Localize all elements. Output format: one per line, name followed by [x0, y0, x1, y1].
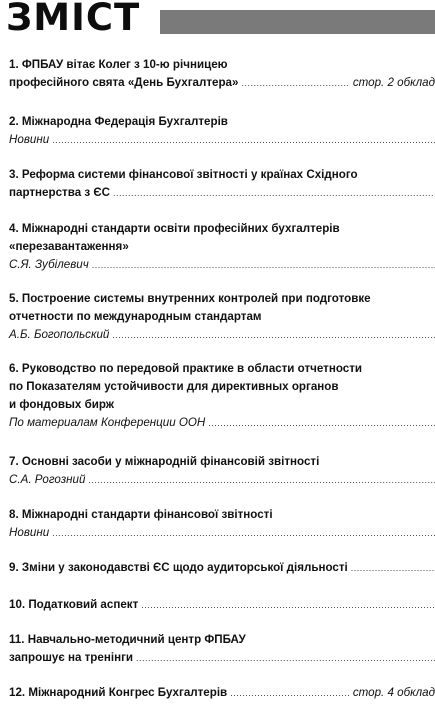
- toc-entry[interactable]: [9, 684, 435, 702]
- toc-entry-title-line: [9, 596, 435, 614]
- dot-leader: [88, 471, 435, 489]
- toc-entry-title: 4. Міжнародні стандарти освіти професійних бухгалтерів: [9, 222, 340, 235]
- toc-entry-title: и фондовых бирж: [9, 398, 115, 411]
- toc-entry[interactable]: [9, 166, 435, 202]
- toc-entry[interactable]: [9, 453, 435, 489]
- toc-entry-title-line: [9, 290, 435, 308]
- toc-entry[interactable]: [9, 290, 435, 344]
- toc-entry-title-line: [9, 360, 435, 378]
- toc-entry-title: партнерства з ЄС: [9, 186, 110, 199]
- toc-entry[interactable]: [9, 56, 435, 92]
- toc-entry-title: 1. ФПБАУ вітає Колег з 10-ю річницею: [9, 58, 228, 71]
- toc-entry-title-line: [9, 649, 435, 667]
- toc-entry-author-line: [9, 256, 435, 274]
- dot-leader: [208, 414, 435, 432]
- toc-entry-title-line: [9, 684, 435, 702]
- toc-entry-title: 2. Міжнародна Федерація Бухгалтерів: [9, 115, 228, 128]
- dot-leader: [351, 559, 435, 577]
- toc-entry-title: професійного свята «День Бухгалтера»: [9, 76, 239, 89]
- toc-entry-title: 7. Основні засоби у міжнародній фінансовій звітності: [9, 455, 320, 468]
- dot-leader: [112, 326, 435, 344]
- dot-leader: [241, 74, 348, 92]
- toc-entry-title: отчетности по международным стандартам: [9, 310, 262, 323]
- page-title: ЗМІСТ: [6, 0, 141, 39]
- toc-entry-title-line: [9, 166, 435, 184]
- toc-entry-title-line: [9, 56, 435, 74]
- toc-entry-title: 5. Построение системы внутренних контролей при подготовке: [9, 292, 371, 305]
- toc-entry-title: 10. Податковий аспект: [9, 598, 139, 611]
- toc-entry-title-line: [9, 559, 435, 577]
- toc-entry-title-line: [9, 378, 435, 396]
- page-header: [0, 0, 435, 44]
- toc-entry-title: 9. Зміни у законодавстві ЄС щодо аудиторської діяльності: [9, 561, 348, 574]
- dot-leader: [113, 184, 435, 202]
- dot-leader: [52, 524, 435, 542]
- toc-entry[interactable]: [9, 220, 435, 274]
- toc-entry-title-line: [9, 453, 435, 471]
- toc-entry-author: А.Б. Богопольский: [9, 328, 110, 341]
- toc-entry[interactable]: [9, 631, 435, 667]
- toc-entry-title-line: [9, 631, 435, 649]
- page-reference: стор. 2 обклад: [352, 76, 435, 89]
- toc-entry[interactable]: [9, 360, 435, 432]
- toc-entry-title-line: [9, 238, 435, 256]
- toc-entry-author-line: [9, 414, 435, 432]
- toc-entry-title: запрошує на тренінги: [9, 651, 134, 664]
- toc-entry-title: «перезавантаження»: [9, 240, 129, 253]
- dot-leader: [92, 256, 435, 274]
- toc-entry-title-line: [9, 506, 435, 524]
- toc-entry-author: По материалам Конференции ООН: [9, 416, 206, 429]
- toc-entry-author-line: [9, 326, 435, 344]
- dot-leader: [230, 684, 349, 702]
- toc-entry-title-line: [9, 74, 435, 92]
- toc-entry[interactable]: [9, 559, 435, 577]
- toc-entry-author-line: [9, 471, 435, 489]
- toc-entry-title-line: [9, 113, 435, 131]
- dot-leader: [52, 131, 435, 149]
- dot-leader: [141, 596, 435, 614]
- page-reference: стор. 4 обклад: [352, 686, 435, 699]
- toc-entry-title: 12. Міжнародний Конгрес Бухгалтерів: [9, 686, 228, 699]
- toc-entry-title: 8. Міжнародні стандарти фінансової звітності: [9, 508, 273, 521]
- toc-entry-author: С.Я. Зубілевич: [9, 258, 89, 271]
- toc-entry-title: по Показателям устойчивости для директивных органов: [9, 380, 339, 393]
- header-bar-decoration: [160, 10, 435, 34]
- dot-leader: [136, 649, 435, 667]
- toc-entry-author-line: [9, 131, 435, 149]
- toc-entry-author: Новини: [9, 526, 50, 539]
- toc-entry-title-line: [9, 308, 435, 326]
- toc-entry-title: 6. Руководство по передовой практике в области отчетности: [9, 362, 363, 375]
- toc-entry-author-line: [9, 524, 435, 542]
- toc-entry-title: 3. Реформа системи фінансової звітності у країнах Східного: [9, 168, 358, 181]
- toc-entry-title: 11. Навчально-методичний центр ФПБАУ: [9, 633, 246, 646]
- toc-entry[interactable]: [9, 596, 435, 614]
- toc-entry-title-line: [9, 184, 435, 202]
- toc-entry[interactable]: [9, 113, 435, 149]
- toc-entry-author: С.А. Рогозний: [9, 473, 86, 486]
- toc-entry-title-line: [9, 220, 435, 238]
- toc-entry-author: Новини: [9, 133, 50, 146]
- toc-entry-title-line: [9, 396, 435, 414]
- toc-entry[interactable]: [9, 506, 435, 542]
